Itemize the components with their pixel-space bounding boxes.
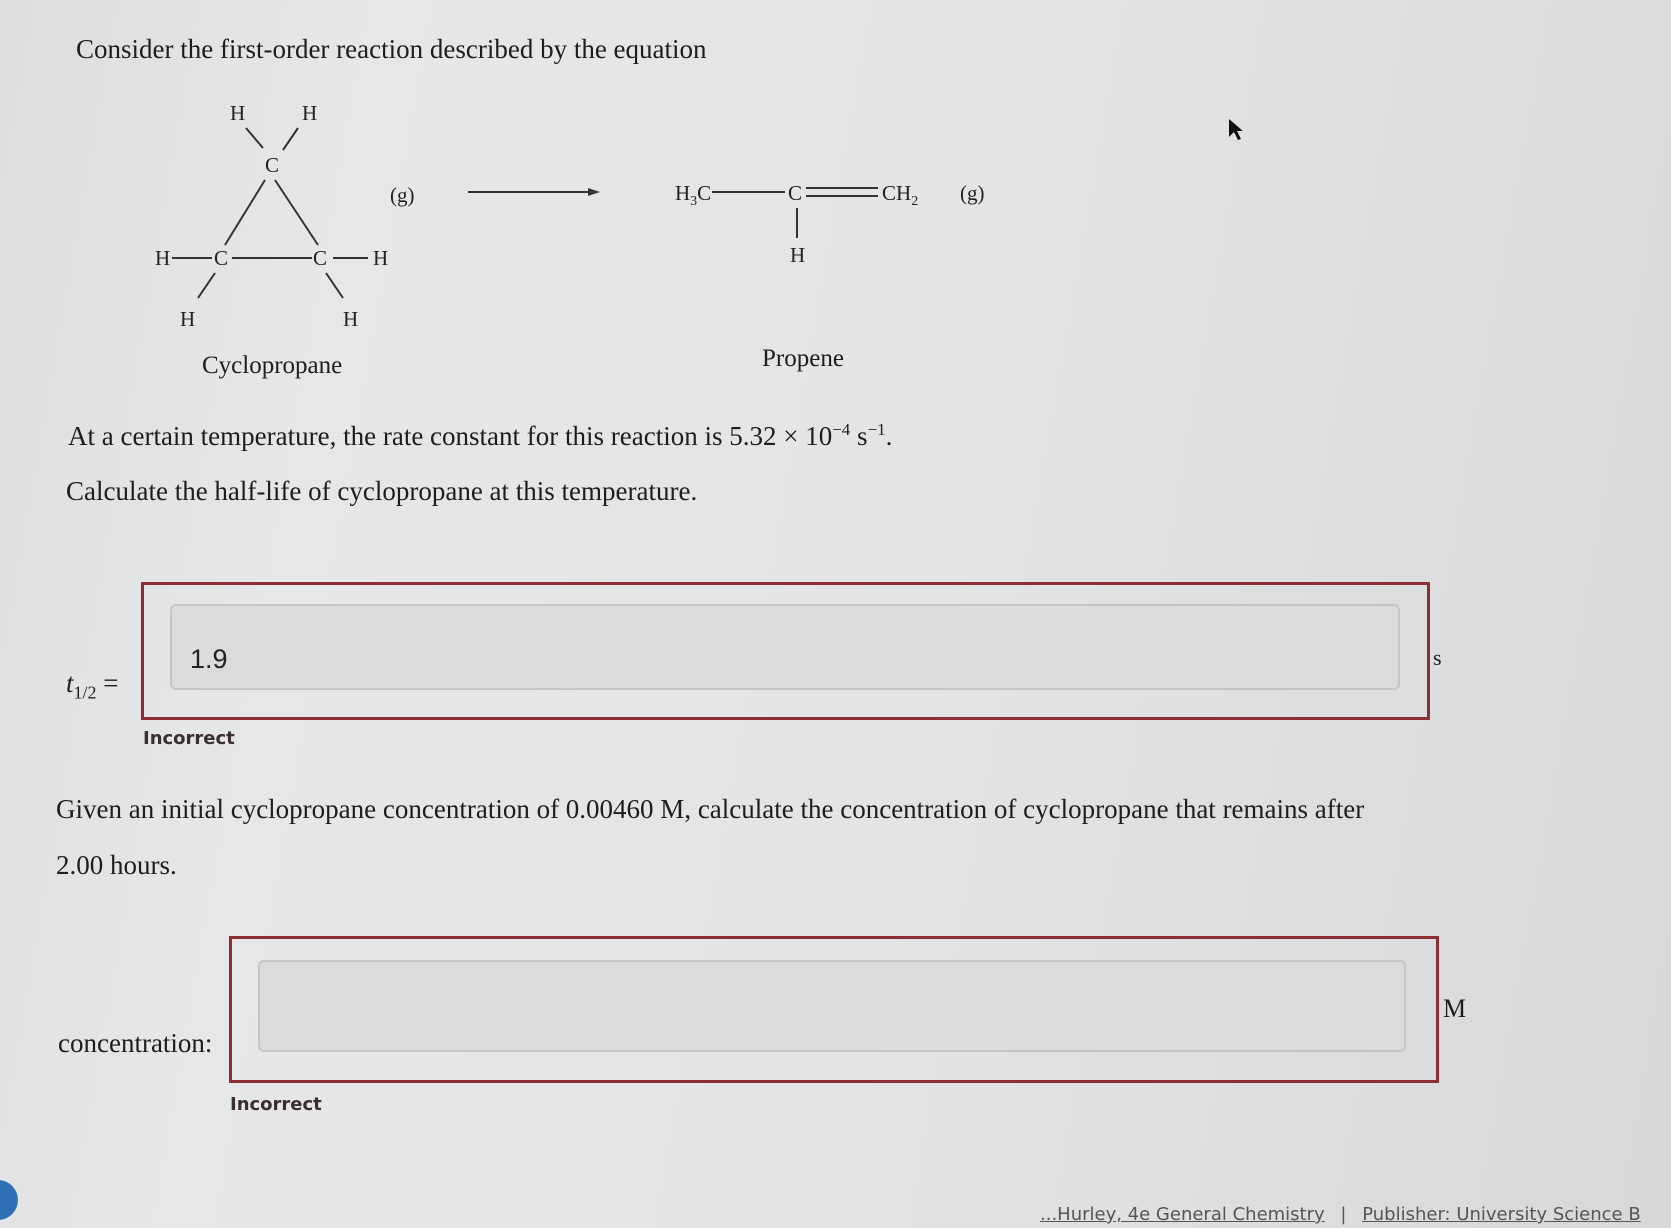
product-c: C [788, 181, 803, 205]
atom-h-bottom-left: H [180, 307, 196, 331]
product-h-bottom: H [790, 243, 806, 267]
mouse-pointer-icon [1228, 118, 1244, 142]
product-h3c: $H_3C$ [675, 181, 712, 209]
concentration-input[interactable] [258, 960, 1406, 1052]
product-phase: (g) [960, 181, 985, 205]
atom-h-left: H [155, 246, 171, 270]
half-life-input[interactable] [170, 604, 1400, 690]
half-life-label: $t_{1/2}$ = [66, 668, 119, 703]
atom-h-right: H [373, 246, 389, 270]
reactant-phase: (g) [390, 183, 415, 207]
atom-c-left: C [214, 246, 229, 270]
half-life-unit: s [1433, 645, 1442, 670]
reactant-name: Cyclopropane [202, 352, 343, 379]
help-bubble-icon[interactable] [0, 1180, 18, 1220]
atom-h-bottom-right: H [343, 307, 359, 331]
atom-h-top-right: H [302, 101, 318, 125]
atom-h-top-left: H [230, 101, 246, 125]
half-life-value: 1.9 [190, 644, 228, 674]
question-concentration-line1: Given an initial cyclopropane concentration of 0.00460 M, calculate the concentration of cyclopropane that remains after [56, 794, 1365, 824]
product-name: Propene [762, 345, 844, 372]
question-half-life: Calculate the half-life of cyclopropane at this temperature. [66, 476, 698, 506]
concentration-label: concentration: [58, 1028, 213, 1058]
publisher-link[interactable]: Publisher: University Science B [1362, 1204, 1641, 1225]
textbook-link[interactable]: ...Hurley, 4e General Chemistry [1040, 1204, 1325, 1225]
product-ch2: $CH_2$ [882, 181, 919, 209]
atom-c-right: C [313, 246, 328, 270]
arrow-head-icon [588, 188, 600, 196]
footer-citation [1040, 1204, 1641, 1225]
footer-separator: | [1340, 1204, 1347, 1225]
reaction-diagram [0, 90, 1100, 410]
concentration-status: Incorrect [230, 1094, 322, 1115]
rate-constant-text: At a certain temperature, the rate constant for this reaction is $5.32 \times 10^{-4}$ $s^{-1}$. [68, 420, 893, 451]
concentration-unit: M [1443, 994, 1467, 1023]
question-concentration-line2: 2.00 hours. [56, 850, 177, 880]
atom-c-top: C [265, 153, 280, 177]
half-life-status: Incorrect [143, 728, 235, 749]
intro-text: Consider the first-order reaction described by the equation [76, 34, 707, 64]
